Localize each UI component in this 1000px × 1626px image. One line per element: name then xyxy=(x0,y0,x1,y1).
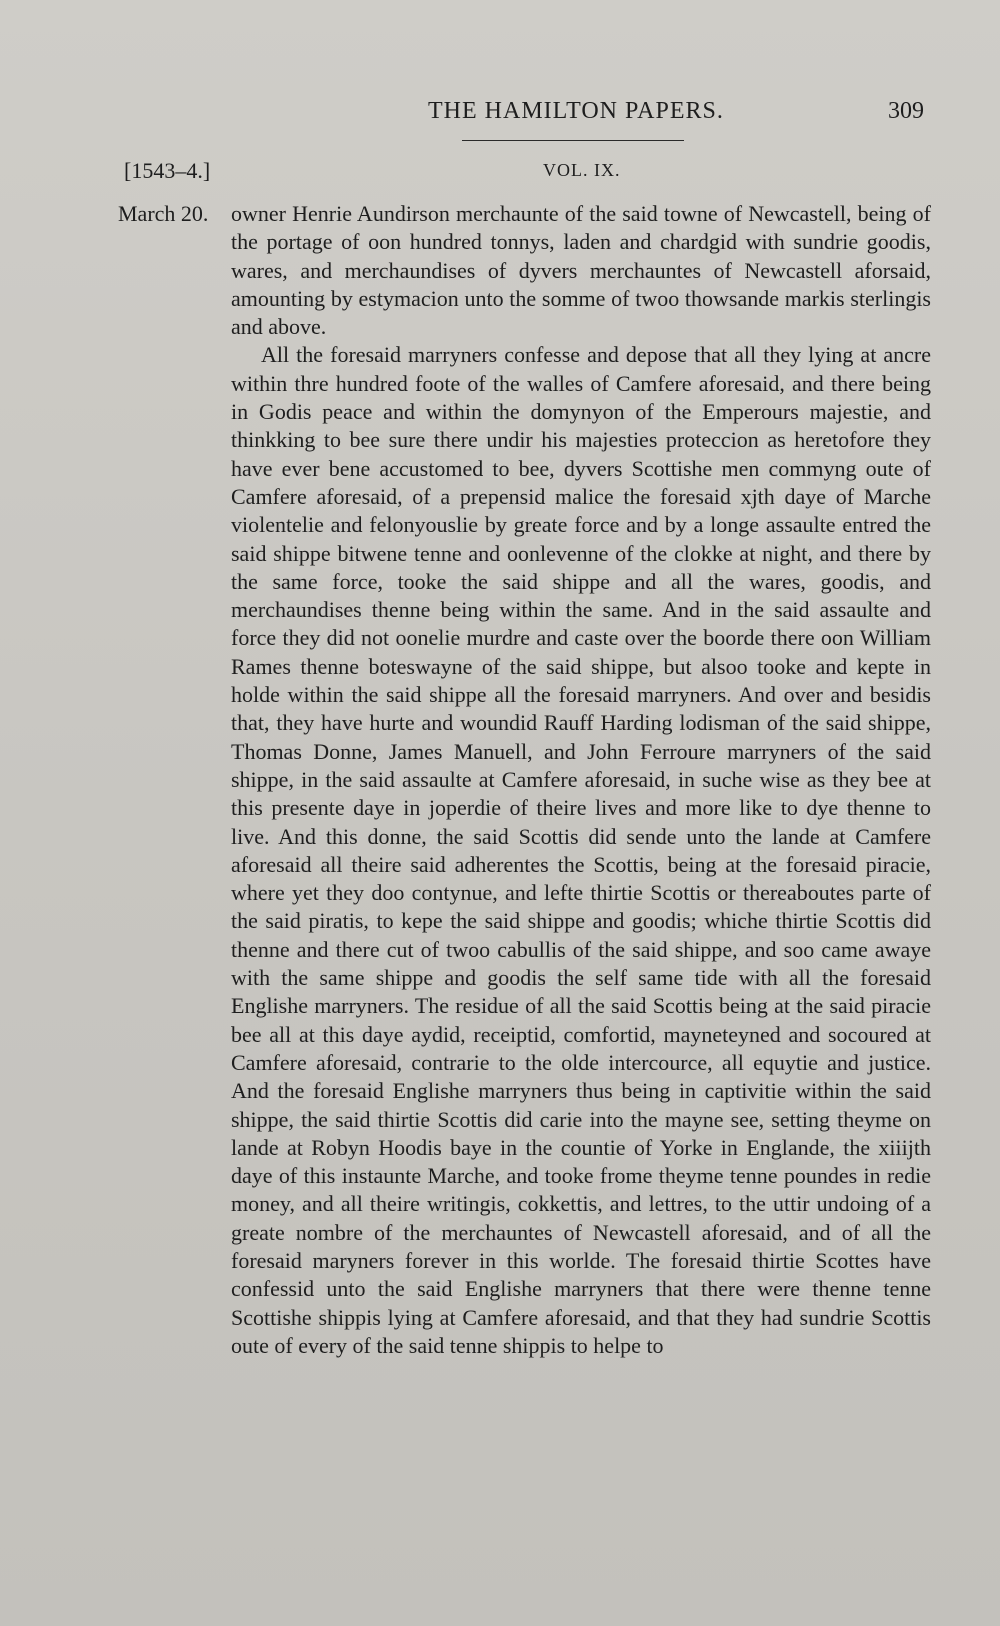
running-title: THE HAMILTON PAPERS. xyxy=(428,98,724,124)
header-rule xyxy=(462,140,684,141)
paragraph-1: owner Henrie Aundirson merchaunte of the said towne of Newcastell, being of the portage of oon hundred tonnys, laden and chardgid with sundrie goodis, wares, and merchaundises of dyvers merchauntes of Newcastell aforsaid, amounting by estymacion unto the somme of twoo thowsande markis sterlingis and above. xyxy=(231,201,931,340)
running-head xyxy=(0,98,1000,132)
volume-label: VOL. IX. xyxy=(543,160,621,180)
margin-date: March 20. xyxy=(118,201,209,226)
subheader xyxy=(0,158,1000,188)
date-range: [1543–4.] xyxy=(124,158,211,183)
paragraph-2: All the foresaid marryners confesse and depose that all they lying at ancre within thre hundred foote of the walles of Camfere aforesaid, and there being in Godis peace and within the domynyon of the Emperours majestie, and thinkking to bee sure there undir his majesties proteccion as heretofore they have ever bene accustomed to bee, dyvers Scottishe men commyng oute of Camfere aforesaid, of a prepensid malice the foresaid xjth daye of Marche violentelie and felonyouslie by greate force and by a longe assaulte entred the said shippe bitwene tenne and oonlevenne of the clokke at night, and there by the same force, tooke the said shippe and all the wares, goodis, and merchaundises thenne being within the same. And in the said assaulte and force they did not oonelie murdre and caste over the boorde there oon William Rames thenne boteswayne of the said shippe, but alsoo tooke and kepte in holde within the said shippe all the foresaid marryners. And over and besidis that, they have hurte and woundid Rauff Harding lodisman of the said shippe, Thomas Donne, James Manuell, and John Ferroure marryners of the said shippe, in the said assaulte at Camfere aforesaid, in suche wise as they bee at this presente daye in joperdie of theire lives and more like to dye thenne to live. And this donne, the said Scottis did sende unto the lande at Camfere aforesaid all theire said adherentes the Scottis, being at the foresaid piracie, where yet they doo contynue, and lefte thirtie Scottis or thereaboutes parte of the said piratis, to kepe the said shippe and goodis; whiche thirtie Scottis did thenne and there cut of twoo cabullis of the said shippe, and soo came awaye with the same shippe and goodis the self same tide with all the foresaid Englishe marryners. The residue of all the said Scottis being at the said piracie bee all at this daye aydid, receiptid, comfortid, mayneteyned and socoured at Camfere aforesaid, contrarie to the olde intercource, all equytie and justice. And the foresaid Englishe marryners thus being in captivitie within the said shippe, the said thirtie Scottis did carie into the mayne see, setting theyme on lande at Robyn Hoodis baye in the countie of Yorke in Englande, the xiiijth daye of this instaunte Marche, and tooke frome theyme tenne poundes in redie money, and all theire writingis, cokkettis, and lettres, to the uttir undoing of a greate nombre of the merchauntes of Newcastell aforesaid, and of all the foresaid maryners forever in this worlde. The foresaid thirtie Scottes have confessid unto the said Englishe marryners that there were thenne tenne Scottishe shippis lying at Camfere aforesaid, and that they had sundrie Scottis oute of every of the said tenne shippis to helpe to xyxy=(231,342,931,1358)
body-text xyxy=(231,200,931,1360)
page-number: 309 xyxy=(888,98,924,124)
